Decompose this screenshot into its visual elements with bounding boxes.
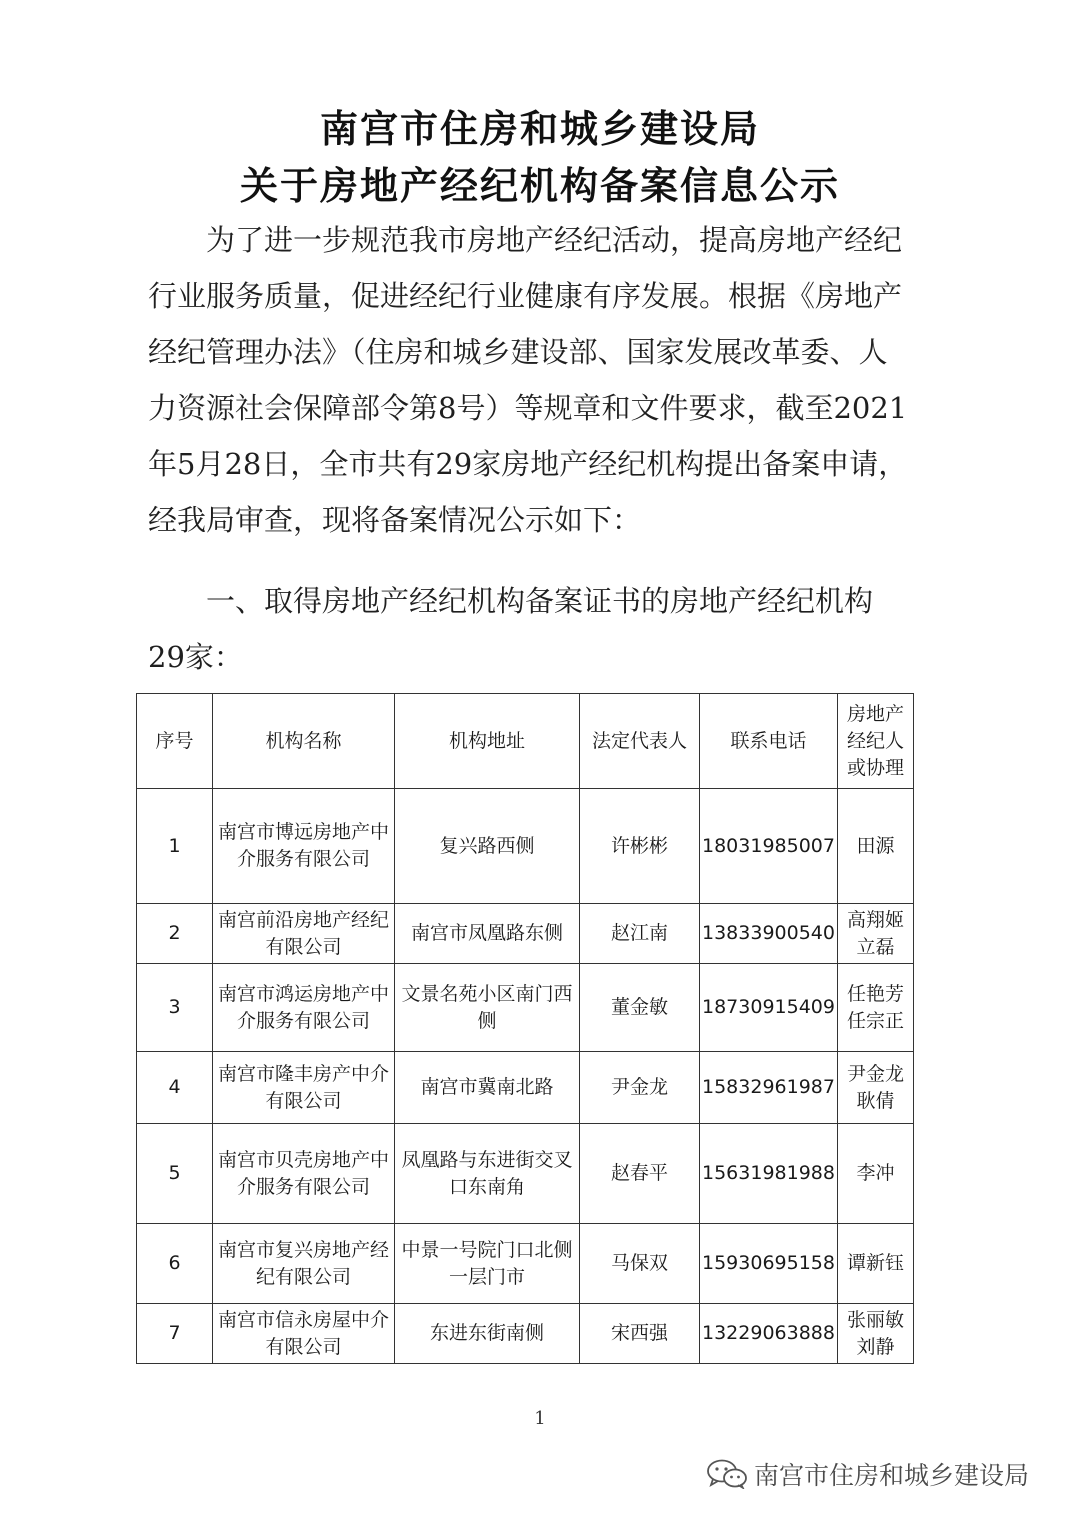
- page-number: 1: [534, 1408, 546, 1429]
- header-phone: 联系电话: [700, 694, 838, 789]
- cell-agent: 高翔姬立磊: [837, 904, 913, 964]
- cell-agent: 张丽敏刘静: [837, 1304, 913, 1364]
- intro-paragraph-text: 为了进一步规范我市房地产经纪活动，提高房地产经纪行业服务质量，促进经纪行业健康有序发展。根据《房地产经纪管理办法》（住房和城乡建设部、国家发展改革委、人力资源社会保障部令第8号）等规章和文件要求，截至2021年5月28日，全市共有29家房地产经纪机构提出备案申请，经我局审查，现将备案情况公示如下：: [148, 223, 908, 537]
- cell-no: 5: [137, 1124, 213, 1224]
- table-row: [137, 964, 914, 1052]
- table-row: [137, 904, 914, 964]
- cell-no: 7: [137, 1304, 213, 1364]
- cell-address: 南宫市冀南北路: [395, 1052, 580, 1124]
- cell-name: 南宫市贝壳房地产中介服务有限公司: [213, 1124, 395, 1224]
- cell-legal-rep: 许彬彬: [580, 789, 700, 904]
- table-header-row: [137, 694, 914, 789]
- document-title-line1: 南宫市住房和城乡建设局: [319, 107, 760, 151]
- cell-phone: 18031985007: [700, 789, 838, 904]
- cell-phone: 15832961987: [700, 1052, 838, 1124]
- cell-phone: 15631981988: [700, 1124, 838, 1224]
- cell-name: 南宫市复兴房地产经纪有限公司: [213, 1224, 395, 1304]
- cell-legal-rep: 马保双: [580, 1224, 700, 1304]
- agency-table: [136, 693, 914, 1364]
- wechat-watermark: [706, 1456, 1029, 1492]
- cell-agent: 任艳芳任宗正: [837, 964, 913, 1052]
- cell-phone: 15930695158: [700, 1224, 838, 1304]
- cell-name: 南宫前沿房地产经纪有限公司: [213, 904, 395, 964]
- header-name: 机构名称: [213, 694, 395, 789]
- cell-no: 6: [137, 1224, 213, 1304]
- cell-no: 4: [137, 1052, 213, 1124]
- cell-address: 复兴路西侧: [395, 789, 580, 904]
- table-row: [137, 1052, 914, 1124]
- header-legal-rep: 法定代表人: [580, 694, 700, 789]
- cell-address: 中景一号院门口北侧一层门市: [395, 1224, 580, 1304]
- cell-legal-rep: 董金敏: [580, 964, 700, 1052]
- cell-legal-rep: 尹金龙: [580, 1052, 700, 1124]
- cell-phone: 18730915409: [700, 964, 838, 1052]
- cell-name: 南宫市博远房地产中介服务有限公司: [213, 789, 395, 904]
- table-row: [137, 789, 914, 904]
- cell-agent: 尹金龙耿倩: [837, 1052, 913, 1124]
- cell-address: 东进东街南侧: [395, 1304, 580, 1364]
- section-heading: [148, 573, 908, 685]
- cell-address: 文景名苑小区南门西侧: [395, 964, 580, 1052]
- cell-name: 南宫市隆丰房产中介有限公司: [213, 1052, 395, 1124]
- cell-no: 3: [137, 964, 213, 1052]
- cell-phone: 13833900540: [700, 904, 838, 964]
- cell-agent: 谭新钰: [837, 1224, 913, 1304]
- cell-legal-rep: 赵春平: [580, 1124, 700, 1224]
- cell-no: 1: [137, 789, 213, 904]
- table-row: [137, 1304, 914, 1364]
- section-heading-text: 一、取得房地产经纪机构备案证书的房地产经纪机构29家：: [148, 584, 874, 674]
- watermark-text: 南宫市住房和城乡建设局: [754, 1461, 1030, 1490]
- cell-no: 2: [137, 904, 213, 964]
- table-row: [137, 1124, 914, 1224]
- cell-name: 南宫市信永房屋中介有限公司: [213, 1304, 395, 1364]
- cell-legal-rep: 宋西强: [580, 1304, 700, 1364]
- cell-agent: 李冲: [837, 1124, 913, 1224]
- document-title-line2: 关于房地产经纪机构备案信息公示: [239, 164, 840, 208]
- wechat-icon: [706, 1459, 748, 1489]
- cell-agent: 田源: [837, 789, 913, 904]
- table-row: [137, 1224, 914, 1304]
- intro-paragraph: [148, 212, 908, 548]
- cell-address: 凤凰路与东进街交叉口东南角: [395, 1124, 580, 1224]
- cell-phone: 13229063888: [700, 1304, 838, 1364]
- cell-legal-rep: 赵江南: [580, 904, 700, 964]
- header-agent: 房地产经纪人或协理: [837, 694, 913, 789]
- cell-name: 南宫市鸿运房地产中介服务有限公司: [213, 964, 395, 1052]
- cell-address: 南宫市凤凰路东侧: [395, 904, 580, 964]
- header-address: 机构地址: [395, 694, 580, 789]
- header-no: 序号: [137, 694, 213, 789]
